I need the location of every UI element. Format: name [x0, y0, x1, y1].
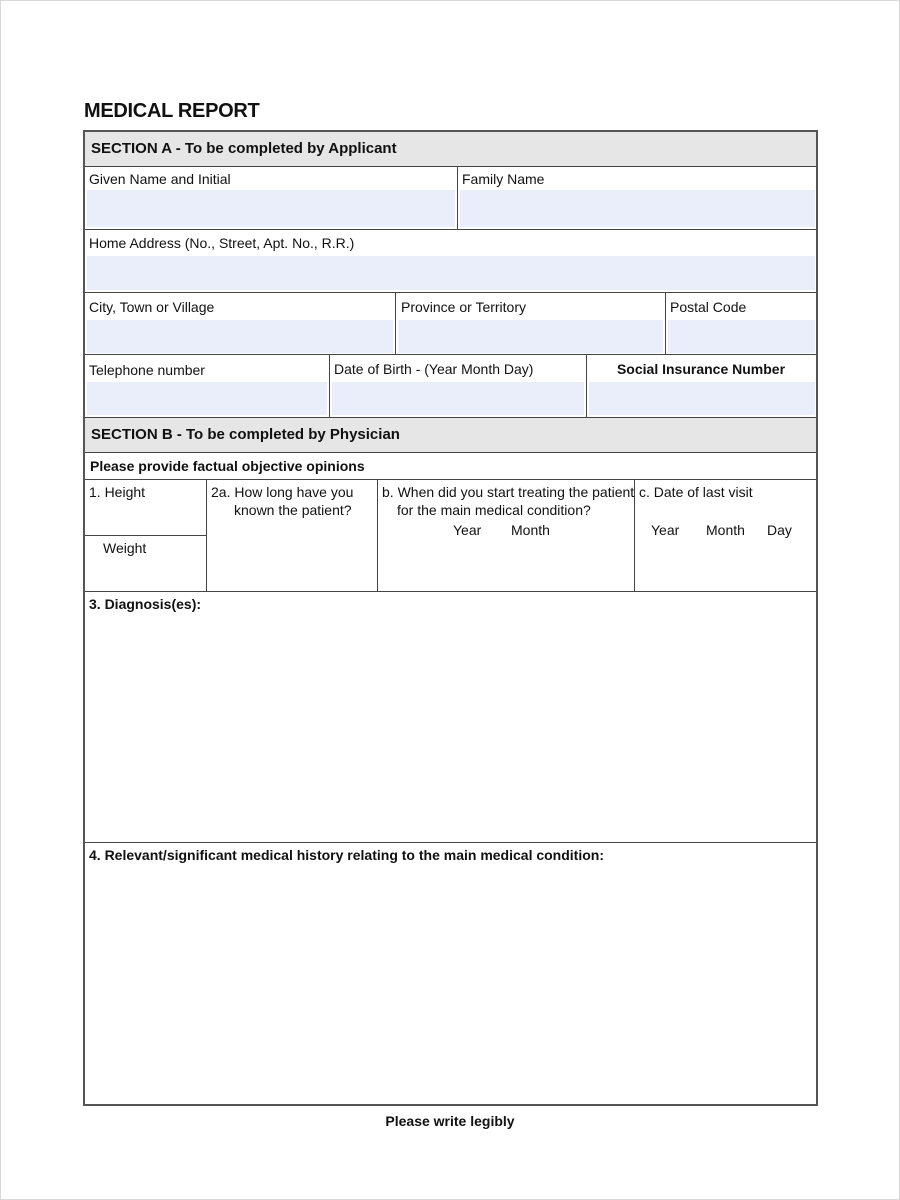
province-label: Province or Territory [401, 299, 527, 315]
divider [85, 354, 816, 355]
divider [377, 479, 378, 591]
divider [85, 229, 816, 230]
divider [85, 535, 206, 536]
city-field[interactable] [87, 320, 393, 353]
divider [634, 479, 635, 591]
city-label: City, Town or Village [89, 299, 215, 315]
section-b-header: SECTION B - To be completed by Physician [85, 418, 816, 452]
divider [665, 292, 666, 355]
given-name-field[interactable] [87, 190, 455, 227]
divider [395, 292, 396, 355]
divider [85, 591, 816, 592]
divider [85, 292, 816, 293]
known-patient-label-2: known the patient? [234, 502, 352, 518]
family-name-label: Family Name [462, 171, 545, 187]
divider [206, 479, 207, 591]
divider [85, 479, 816, 480]
visit-day-label: Day [767, 522, 792, 538]
dob-field[interactable] [332, 382, 584, 415]
diagnosis-label: 3. Diagnosis(es): [89, 596, 202, 612]
visit-year-label: Year [651, 522, 680, 538]
start-month-label: Month [511, 522, 550, 538]
divider [85, 452, 816, 453]
postal-code-label: Postal Code [670, 299, 747, 315]
last-visit-label: c. Date of last visit [639, 484, 753, 500]
page-title: MEDICAL REPORT [84, 100, 260, 122]
home-address-label: Home Address (No., Street, Apt. No., R.R.) [89, 235, 355, 251]
start-treating-label-2: for the main medical condition? [397, 502, 591, 518]
divider [85, 166, 816, 167]
divider [457, 166, 458, 229]
instruction-text: Please provide factual objective opinions [90, 458, 365, 474]
medical-report-form [83, 130, 818, 1106]
sin-label-text: Social Insurance Number [616, 361, 786, 377]
weight-label: Weight [103, 540, 147, 556]
home-address-field[interactable] [87, 256, 815, 290]
family-name-field[interactable] [460, 190, 815, 227]
given-name-label: Given Name and Initial [89, 171, 231, 187]
visit-month-label: Month [706, 522, 745, 538]
height-label: 1. Height [89, 484, 146, 500]
dob-label: Date of Birth - (Year Month Day) [334, 361, 534, 377]
start-year-label: Year [453, 522, 482, 538]
history-label: 4. Relevant/significant medical history relating to the main medical condition: [89, 847, 604, 863]
divider [85, 842, 816, 843]
section-a-header: SECTION A - To be completed by Applicant [85, 132, 816, 166]
footer-note: Please write legibly [385, 1113, 515, 1129]
telephone-label: Telephone number [89, 362, 205, 378]
sin-label [587, 361, 815, 377]
postal-code-field[interactable] [668, 320, 815, 353]
start-treating-label-1: b. When did you start treating the patient [382, 484, 635, 500]
known-patient-label-1: 2a. How long have you [211, 484, 354, 500]
telephone-field[interactable] [87, 382, 327, 415]
divider [329, 354, 330, 417]
sin-field[interactable] [589, 382, 815, 415]
province-field[interactable] [398, 320, 663, 353]
